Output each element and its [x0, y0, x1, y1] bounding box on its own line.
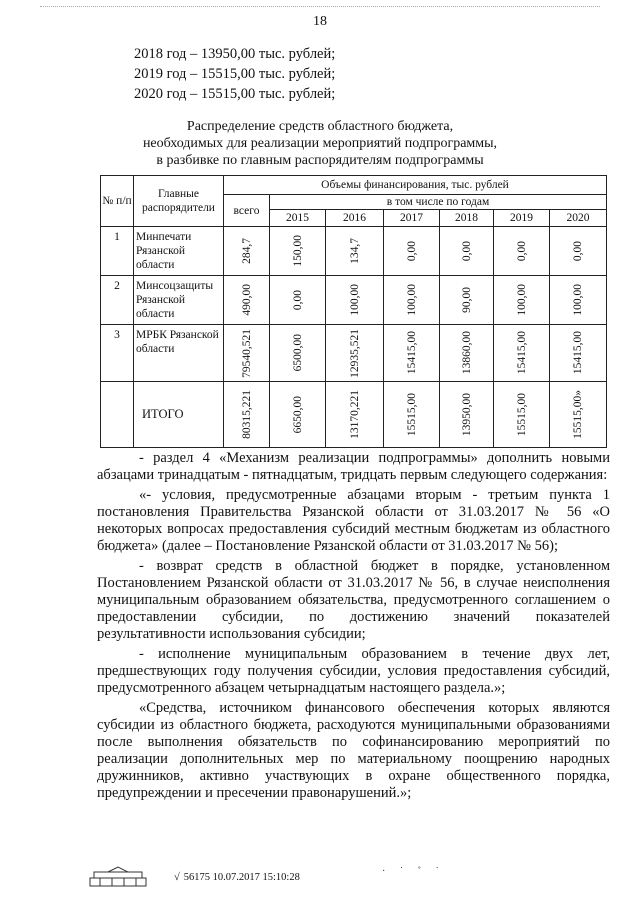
row-value: 100,00: [326, 276, 384, 325]
row-value: 13860,00: [440, 325, 494, 382]
document-body: [97, 450, 610, 805]
row-value: 0,00: [270, 276, 326, 325]
year-header: 2017: [384, 210, 440, 227]
row-value: 15415,00: [550, 325, 607, 382]
year-amounts: [134, 44, 335, 104]
row-total: 490,00: [224, 276, 270, 325]
table-row: [101, 276, 607, 325]
page-number: 18: [313, 14, 327, 29]
paragraph: - раздел 4 «Механизм реализации подпрограммы» дополнить новыми абзацами тринадцатым - пятнадцатым, тридцать первым следующего содержания:: [97, 450, 610, 483]
table-heading: [120, 118, 520, 169]
row-value: 0,00: [494, 227, 550, 276]
document-reference: 56175 10.07.2017 15:10:28: [183, 871, 300, 883]
col-header-volume: Объемы финансирования, тыс. рублей: [224, 176, 607, 195]
paragraph: «Средства, источником финансового обеспечения которых являются субсидии из областного бюджета, расходуются муниципальными образованиями после выполнения обязательств по софинансированию мероприятий по реализации дополнительных мер по материальному поощрению народных дружинников, активно участвующих в охране общественного порядка, предупреждении и пресечении правонарушений.»;: [97, 700, 610, 801]
row-value: 12935,521: [326, 325, 384, 382]
table-row: [101, 325, 607, 382]
row-total: 284,7: [224, 227, 270, 276]
total-label: ИТОГО: [134, 382, 224, 448]
table-row: [101, 227, 607, 276]
row-value: 100,00: [494, 276, 550, 325]
row-name: Минсоцзащиты Рязанской области: [134, 276, 224, 325]
row-num: 3: [101, 325, 134, 382]
year-header: 2018: [440, 210, 494, 227]
row-total: 79540,521: [224, 325, 270, 382]
row-value: 134,7: [326, 227, 384, 276]
col-header-num: № п/п: [101, 176, 134, 227]
funding-table: [100, 175, 607, 448]
row-name: Минпечати Рязанской области: [134, 227, 224, 276]
col-header-main: Главные распорядители: [134, 176, 224, 227]
row-value: 0,00: [550, 227, 607, 276]
row-total: 80315,221: [224, 382, 270, 448]
heading-line: в разбивке по главным распорядителям подпрограммы: [156, 153, 484, 168]
row-value: 15515,00: [494, 382, 550, 448]
document-footer: [88, 866, 300, 888]
paragraph: - возврат средств в областной бюджет в порядке, установленном Постановлением Рязанской области от 31.03.2017 № 56, в случае неисполнения муниципальным образованием обязательства, предусмотренного соглашением о предоставлении субсидии, по достижению значений показателей результативности использования субсидии;: [97, 558, 610, 642]
total-row: [101, 382, 607, 448]
year-header: 2016: [326, 210, 384, 227]
year-header: 2015: [270, 210, 326, 227]
row-num-empty: [101, 382, 134, 448]
row-value: 15415,00: [384, 325, 440, 382]
year-header: 2019: [494, 210, 550, 227]
row-value: 13170,221: [326, 382, 384, 448]
row-value: 6650,00: [270, 382, 326, 448]
row-value: 6500,00: [270, 325, 326, 382]
row-value: 90,00: [440, 276, 494, 325]
row-num: 1: [101, 227, 134, 276]
row-value: 13950,00: [440, 382, 494, 448]
row-value: 0,00: [440, 227, 494, 276]
paragraph: «- условия, предусмотренные абзацами вторым - третьим пункта 1 постановления Правительства Рязанской области от 31.03.2017 № 56 «О некоторых вопросах предоставления субсидий местным бюджетам из областного бюджета» (далее – Постановление Рязанской области от 31.03.2017 № 56);: [97, 487, 610, 554]
col-header-total: всего: [224, 195, 270, 227]
row-value: 100,00: [550, 276, 607, 325]
year-line: 2019 год – 15515,00 тыс. рублей;: [134, 66, 336, 82]
row-value: 15515,00: [384, 382, 440, 448]
row-value: 100,00: [384, 276, 440, 325]
row-value: 15415,00: [494, 325, 550, 382]
scan-top-edge: [40, 6, 600, 8]
building-logo-icon: [88, 866, 148, 888]
col-header-by-years: в том числе по годам: [270, 195, 607, 210]
row-name: МРБК Рязанской области: [134, 325, 224, 382]
year-line: 2018 год – 13950,00 тыс. рублей;: [134, 46, 336, 62]
year-line: 2020 год – 15515,00 тыс. рублей;: [134, 86, 336, 102]
scan-marks: · ˙ ˚ ˙: [382, 866, 445, 877]
heading-line: необходимых для реализации мероприятий подпрограммы,: [142, 136, 498, 151]
paragraph: - исполнение муниципальным образованием в течение двух лет, предшествующих году получения субсидии, условия предоставления субсидий, предусмотренного абзацем четырнадцатым настоящего раздела.»;: [97, 646, 610, 696]
row-value: 150,00: [270, 227, 326, 276]
row-value: 0,00: [384, 227, 440, 276]
row-value: 15515,00»: [550, 382, 607, 448]
signature-mark-icon: √: [174, 871, 180, 883]
year-header: 2020: [550, 210, 607, 227]
heading-line: Распределение средств областного бюджета,: [186, 119, 454, 134]
row-num: 2: [101, 276, 134, 325]
